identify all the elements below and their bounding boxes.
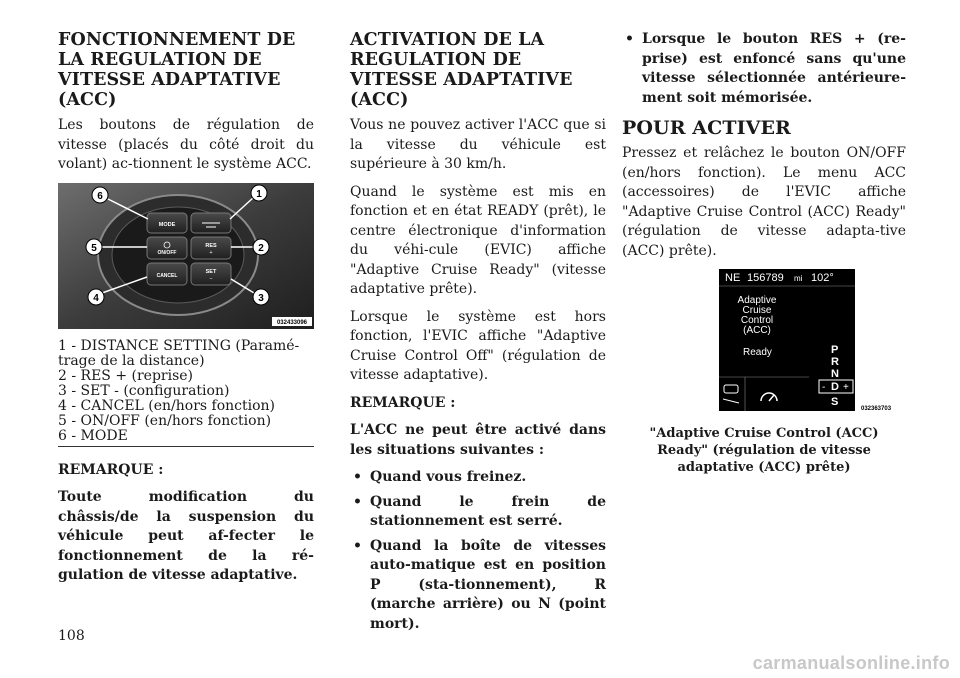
gear-s: S (831, 396, 839, 408)
column-left (58, 30, 314, 594)
callout-2 (253, 239, 269, 255)
evic-display (719, 269, 899, 415)
legend-item: 5 - ON/OFF (en/hors fonction) (58, 412, 272, 429)
paragraph: Pressez et relâchez le bouton ON/OFF (en/hors fonction). Le menu ACC (accessoires) de l'EVIC affiche "Adaptive Cruise Control (ACC) Ready" (régulation de vitesse adapta-tive (ACC) prête). (622, 145, 906, 259)
gear-p: P (831, 344, 839, 356)
button-label-set: SET (205, 268, 217, 275)
svg-text:4: 4 (93, 292, 99, 304)
note-label: REMARQUE : (350, 394, 456, 411)
evic-line1: Adaptive (737, 295, 777, 306)
legend-item: trage de la distance) (58, 352, 205, 369)
figure-code: 032433096 (276, 319, 308, 326)
column-right (622, 30, 906, 482)
button-label-res: RES (205, 242, 217, 249)
note-intro: L'ACC ne peut être activé dans les situations suivantes : (350, 422, 606, 458)
gear-r: R (831, 356, 839, 368)
legend-item: 1 - DISTANCE SETTING (Paramé- (58, 337, 300, 354)
note-label: REMARQUE : (58, 461, 164, 478)
callout-4 (88, 289, 104, 305)
section-title-pour-activer: POUR ACTIVER (622, 117, 791, 139)
gear-n: N (831, 368, 839, 380)
evic-compass: NE (725, 272, 741, 284)
evic-line3: Control (740, 315, 774, 326)
list-item: • Quand la boîte de vitesses auto-matique est en position P (sta-tionnement), R (marche arrière) ou N (point mort). (350, 537, 606, 635)
list-item: • Lorsque le bouton RES + (re-prise) est enfoncé sans qu'une vitesse sélectionnée antérieure-ment soit mémorisée. (622, 30, 906, 108)
svg-text:2: 2 (258, 242, 264, 254)
conditions-list-continued (622, 30, 906, 108)
callout-3 (253, 289, 269, 305)
svg-text:5: 5 (91, 242, 97, 254)
gear-d: D (831, 381, 839, 393)
svg-text:6: 6 (97, 190, 103, 202)
paragraph: Lorsque le système est hors fonction, l'EVIC affiche "Adaptive Cruise Control Off" (régulation de vitesse adaptative). (350, 308, 606, 383)
callout-1 (251, 185, 267, 201)
svg-text:3: 3 (258, 292, 264, 304)
watermark[interactable]: carmanualsonline.info (752, 653, 950, 673)
evic-odometer: 156789 (747, 272, 784, 284)
steering-wheel-figure (58, 183, 314, 333)
note-text: Toute modification du châssis/de la suspension du véhicule peut af-fecter le fonctionnement de la ré-gulation de vitesse adaptative. (58, 489, 314, 583)
figure-legend (58, 339, 314, 447)
button-label-set-sign: − (209, 275, 213, 282)
legend-item: 2 - RES + (reprise) (58, 367, 194, 384)
section-title-activation: ACTIVATION DE LA REGULATION DE VITESSE ADAPTATIVE (ACC) (350, 30, 573, 110)
evic-figure-code: 032363703 (861, 406, 892, 412)
steering-wheel-illustration (58, 183, 314, 329)
intro-paragraph: Les boutons de régulation de vitesse (placés du côté droit du volant) ac-tionnent le système ACC. (58, 117, 314, 172)
conditions-list (350, 468, 606, 634)
evic-line2: Cruise (742, 305, 772, 316)
callout-6 (92, 187, 108, 203)
section-title-fonctionnement: FONCTIONNEMENT DE LA REGULATION DE VITESSE ADAPTATIVE (ACC) (58, 30, 296, 110)
column-middle (350, 30, 606, 639)
evic-temp: 102° (811, 272, 834, 284)
gear-minus: - (822, 382, 826, 393)
legend-item: 4 - CANCEL (en/hors fonction) (58, 397, 276, 414)
button-label-res-sign: + (209, 249, 213, 256)
legend-item: 3 - SET - (configuration) (58, 382, 230, 399)
evic-odo-unit: mi (794, 274, 803, 283)
svg-text:1: 1 (256, 188, 262, 200)
list-item: • Quand le frein de stationnement est serré. (350, 493, 606, 532)
button-label-mode: MODE (158, 221, 176, 228)
evic-caption: "Adaptive Cruise Control (ACC) Ready" (régulation de vitesse adaptative (ACC) prête) (649, 426, 879, 475)
paragraph: Vous ne pouvez activer l'ACC que si la vitesse du véhicule est supérieure à 30 km/h. (350, 117, 606, 172)
evic-status: Ready (743, 347, 772, 358)
evic-figure (622, 269, 906, 476)
button-label-onoff: ON/OFF (157, 249, 177, 256)
gear-plus: + (843, 382, 849, 393)
callout-5 (86, 239, 102, 255)
page-number: 108 (58, 628, 85, 644)
paragraph: Quand le système est mis en fonction et en état READY (prêt), le centre électronique d'information du véhi-cule (EVIC) affiche "Adaptive Cruise Ready" (vitesse adaptative prête). (350, 183, 606, 297)
button-label-cancel: CANCEL (156, 272, 178, 279)
evic-line4: (ACC) (743, 325, 771, 336)
list-item: • Quand vous freinez. (350, 468, 606, 488)
legend-item: 6 - MODE (58, 427, 128, 444)
